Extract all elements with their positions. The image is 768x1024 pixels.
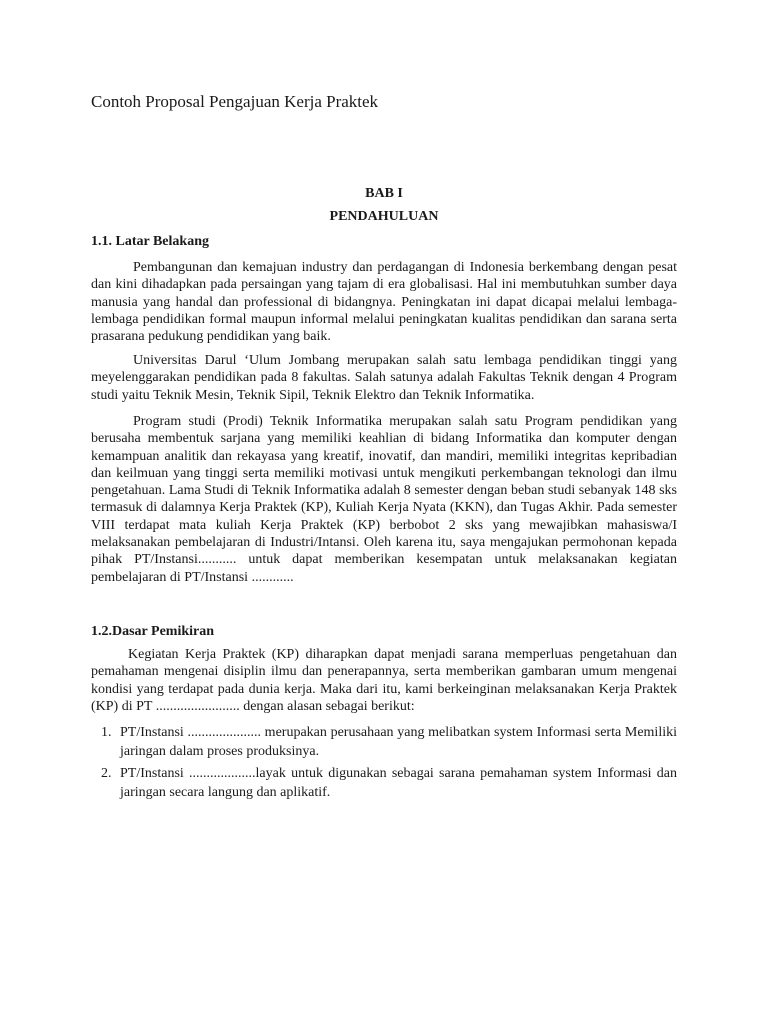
list-item-number: 2.: [101, 766, 112, 781]
chapter-number: BAB I: [365, 186, 403, 201]
list-item-number: 1.: [101, 725, 112, 740]
list-item-text: PT/Instansi ...................layak untuk digunakan sebagai sarana pemahaman system Informasi dan jaringan secara langung dan aplikatif.: [120, 766, 677, 800]
chapter-title: PENDAHULUAN: [329, 209, 439, 224]
paragraph: Universitas Darul ‘Ulum Jombang merupakan salah satu lembaga pendidikan tinggi yang meyelenggarakan pendidikan pada 8 fakultas. Salah satunya adalah Fakultas Teknik dengan 4 Program studi yaitu Teknik Mesin, Teknik Sipil, Teknik Elektro dan Teknik Informatika.: [91, 353, 677, 403]
list-item-text: PT/Instansi ..................... merupakan perusahaan yang melibatkan system Informasi serta Memiliki jaringan dalam proses produksinya.: [120, 725, 677, 759]
paragraph: Program studi (Prodi) Teknik Informatika merupakan salah satu Program pendidikan yang berusaha membentuk sarjana yang memiliki keahlian di bidang Informatika dan komputer dengan kemampuan analitik dan rekayasa yang kreatif, inovatif, dan mandiri, memiliki integritas kepribadian dan keilmuan yang tinggi serta memiliki motivasi untuk mengikuti perkembangan teknologi dan ilmu pengetahuan. Lama Studi di Teknik Informatika adalah 8 semester dengan beban studi sebanyak 148 sks termasuk di dalamnya Kerja Praktek (KP), Kuliah Kerja Nyata (KKN), dan Tugas Akhir. Pada semester VIII terdapat mata kuliah Kerja Praktek (KP) berbobot 2 sks yang mewajibkan mahasiswa/I melaksanakan pembelajaran di Industri/Intansi. Oleh karena itu, saya mengajukan permohonan kepada pihak PT/Instansi........... untuk dapat memberikan kesempatan untuk melaksanakan kegiatan pembelajaran di PT/Instansi ............: [91, 414, 677, 585]
paragraph: Pembangunan dan kemajuan industry dan perdagangan di Indonesia berkembang dengan pesat dan kini dihadapkan pada persaingan yang tajam di era globalisasi. Hal ini membutuhkan sumber daya manusia yang handal dan professional di bidangnya. Peningkatan ini dapat dicapai melalui lembaga-lembaga pendidikan formal maupun informal melalui peningkatan kualitas pendidikan dan sarana serta prasarana pedukung pendidikan yang baik.: [91, 260, 677, 345]
paragraph: Kegiatan Kerja Praktek (KP) diharapkan dapat menjadi sarana memperluas pengetahuan dan pemahaman mengenai disiplin ilmu dan penerapannya, serta memberikan gambaran umum mengenai kondisi yang terdapat pada dunia kerja. Maka dari itu, kami berkeinginan melaksanakan Kerja Praktek (KP) di PT ........................ dengan alasan sebagai berikut:: [91, 647, 677, 714]
document-title: Contoh Proposal Pengajuan Kerja Praktek: [91, 92, 379, 111]
list-item: [91, 765, 677, 802]
reasons-list: [91, 724, 677, 806]
section-heading-dasar-pemikiran: 1.2.Dasar Pemikiran: [91, 624, 215, 639]
section-heading-latar-belakang: 1.1. Latar Belakang: [91, 234, 209, 249]
list-item: [91, 724, 677, 761]
